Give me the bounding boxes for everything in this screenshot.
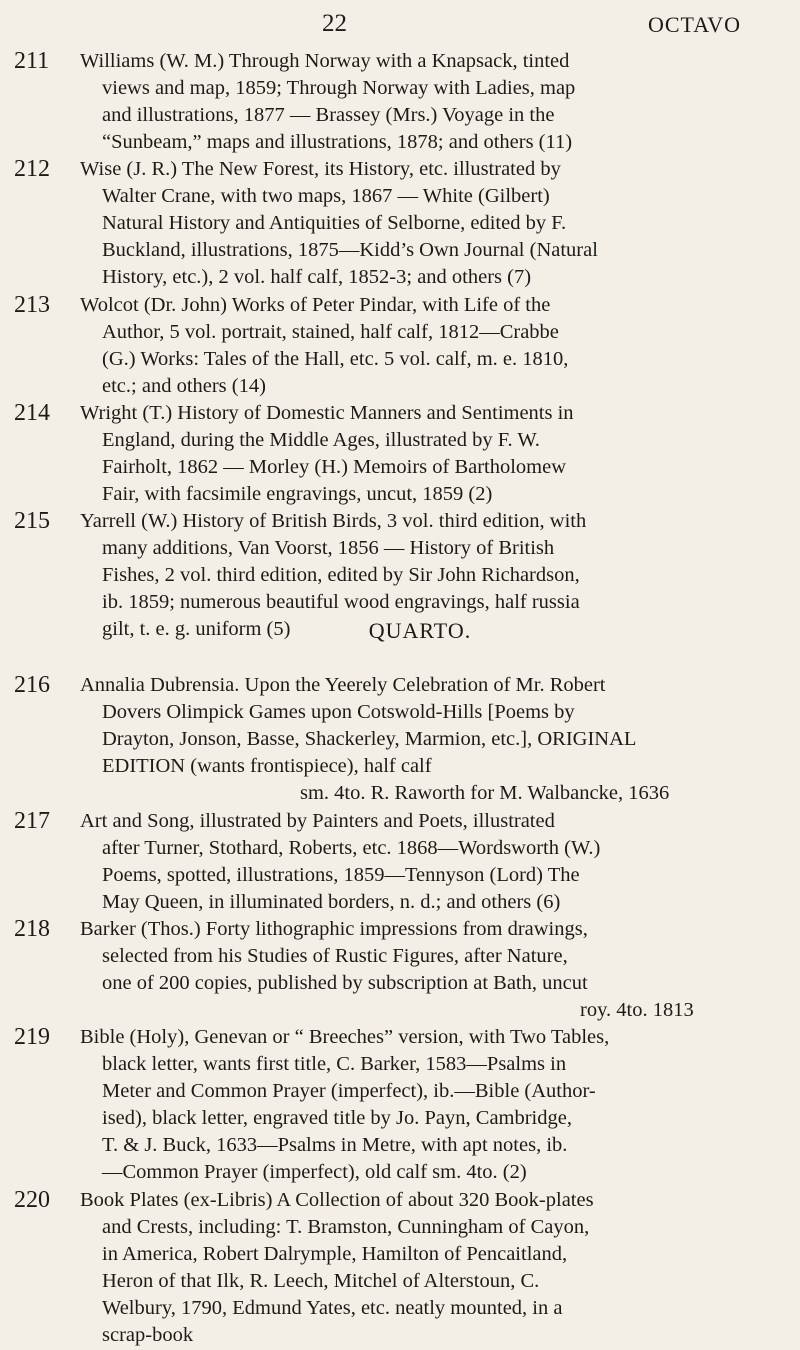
- lot-line: Dovers Olimpick Games upon Cotswold-Hills [Poems by: [102, 701, 575, 724]
- lot-line: black letter, wants first title, C. Barker, 1583—Psalms in: [102, 1053, 567, 1076]
- lot-line: and illustrations, 1877 — Brassey (Mrs.) Voyage in the: [102, 104, 555, 127]
- lot-line: etc.; and others (14): [102, 375, 266, 398]
- lot-description: [80, 1187, 792, 1350]
- lot-number: 219: [14, 1024, 50, 1050]
- lot-description: [80, 1024, 792, 1187]
- lot-line: Poems, spotted, illustrations, 1859—Tennyson (Lord) The: [102, 864, 580, 887]
- lot-line: Buckland, illustrations, 1875—Kidd’s Own Journal (Natural: [102, 239, 598, 262]
- lot-line: Williams (W. M.) Through Norway with a Knapsack, tinted: [80, 50, 570, 72]
- lot-line: ised), black letter, engraved title by Jo. Payn, Cambridge,: [102, 1107, 572, 1130]
- lot-line: Welbury, 1790, Edmund Yates, etc. neatly mounted, in a: [102, 1297, 563, 1320]
- lot-line: and Crests, including: T. Bramston, Cunningham of Cayon,: [102, 1216, 590, 1239]
- page-number: 22: [322, 10, 347, 37]
- lot-line: in America, Robert Dalrymple, Hamilton of Pencaitland,: [102, 1243, 568, 1266]
- lot-number: 214: [14, 400, 50, 426]
- lot-line: T. & J. Buck, 1633—Psalms in Metre, with apt notes, ib.: [102, 1134, 568, 1157]
- lot-line: Bible (Holy), Genevan or “ Breeches” version, with Two Tables,: [80, 1026, 610, 1048]
- lot-number: 216: [14, 672, 50, 698]
- lot-number: 218: [14, 916, 50, 942]
- lot-line: sm. 4to. R. Raworth for M. Walbancke, 1636: [300, 782, 670, 805]
- lot-line: Wise (J. R.) The New Forest, its History, etc. illustrated by: [80, 158, 561, 180]
- section-heading: OCTAVO: [648, 12, 742, 37]
- lot-line: Heron of that Ilk, R. Leech, Mitchel of Alterstoun, C.: [102, 1270, 540, 1293]
- lot-line: Fair, with facsimile engravings, uncut, 1859 (2): [102, 483, 493, 506]
- quarto-subheading: [0, 618, 800, 644]
- lot-line: May Queen, in illuminated borders, n. d.; and others (6): [102, 891, 561, 914]
- lot-number: 215: [14, 508, 50, 534]
- subheading-text: QUARTO.: [368, 618, 472, 643]
- lot-line: History, etc.), 2 vol. half calf, 1852-3; and others (7): [102, 266, 532, 289]
- lot-line: “Sunbeam,” maps and illustrations, 1878; and others (11): [102, 131, 573, 154]
- lot-line: ib. 1859; numerous beautiful wood engravings, half russia: [102, 591, 580, 614]
- lot-line: selected from his Studies of Rustic Figures, after Nature,: [102, 945, 568, 968]
- lot-line: Meter and Common Prayer (imperfect), ib.—Bible (Author-: [102, 1080, 596, 1103]
- page-header: [0, 10, 800, 40]
- lot-description: [80, 292, 792, 400]
- lot-line: many additions, Van Voorst, 1856 — History of British: [102, 537, 555, 560]
- lot-line: (G.) Works: Tales of the Hall, etc. 5 vol. calf, m. e. 1810,: [102, 348, 569, 371]
- lot-line: one of 200 copies, published by subscription at Bath, uncut: [102, 972, 588, 995]
- lot-line: Walter Crane, with two maps, 1867 — White (Gilbert): [102, 185, 550, 208]
- lot-line: Barker (Thos.) Forty lithographic impressions from drawings,: [80, 918, 588, 940]
- lot-line: Yarrell (W.) History of British Birds, 3 vol. third edition, with: [80, 510, 587, 532]
- lot-line: after Turner, Stothard, Roberts, etc. 1868—Wordsworth (W.): [102, 837, 601, 860]
- lot-number: 213: [14, 292, 50, 318]
- lot-line: Book Plates (ex-Libris) A Collection of about 320 Book-plates: [80, 1189, 594, 1211]
- lot-line: Wright (T.) History of Domestic Manners and Sentiments in: [80, 402, 574, 424]
- lot-line: Fairholt, 1862 — Morley (H.) Memoirs of Bartholomew: [102, 456, 567, 479]
- lot-description: [80, 400, 792, 508]
- lot-line: roy. 4to. 1813: [580, 999, 694, 1022]
- lot-line: views and map, 1859; Through Norway with Ladies, map: [102, 77, 576, 100]
- lot-line: Author, 5 vol. portrait, stained, half calf, 1812—Crabbe: [102, 321, 559, 344]
- lot-line: Art and Song, illustrated by Painters and Poets, illustrated: [80, 810, 555, 832]
- lot-description: [80, 156, 792, 291]
- lot-line: Wolcot (Dr. John) Works of Peter Pindar, with Life of the: [80, 294, 551, 316]
- lot-line: England, during the Middle Ages, illustrated by F. W.: [102, 429, 540, 452]
- lot-line: Natural History and Antiquities of Selborne, edited by F.: [102, 212, 567, 235]
- lot-line: gilt, t. e. g. uniform (5): [102, 618, 291, 641]
- lot-number: 212: [14, 156, 50, 182]
- lot-line: —Common Prayer (imperfect), old calf sm. 4to. (2): [102, 1161, 527, 1184]
- lot-description: [80, 672, 792, 807]
- lot-line: Drayton, Jonson, Basse, Shackerley, Marmion, etc.], ORIGINAL: [102, 728, 637, 751]
- lot-description: [80, 916, 792, 1024]
- lot-line: Fishes, 2 vol. third edition, edited by Sir John Richardson,: [102, 564, 580, 587]
- lot-number: 217: [14, 808, 50, 834]
- lot-number: 220: [14, 1187, 50, 1213]
- lot-line: scrap-book: [102, 1324, 194, 1347]
- lot-description: [80, 48, 792, 156]
- lot-description: [80, 808, 792, 916]
- lot-line: EDITION (wants frontispiece), half calf: [102, 755, 432, 778]
- lot-line: Annalia Dubrensia. Upon the Yeerely Celebration of Mr. Robert: [80, 674, 606, 696]
- lot-number: 211: [14, 48, 50, 74]
